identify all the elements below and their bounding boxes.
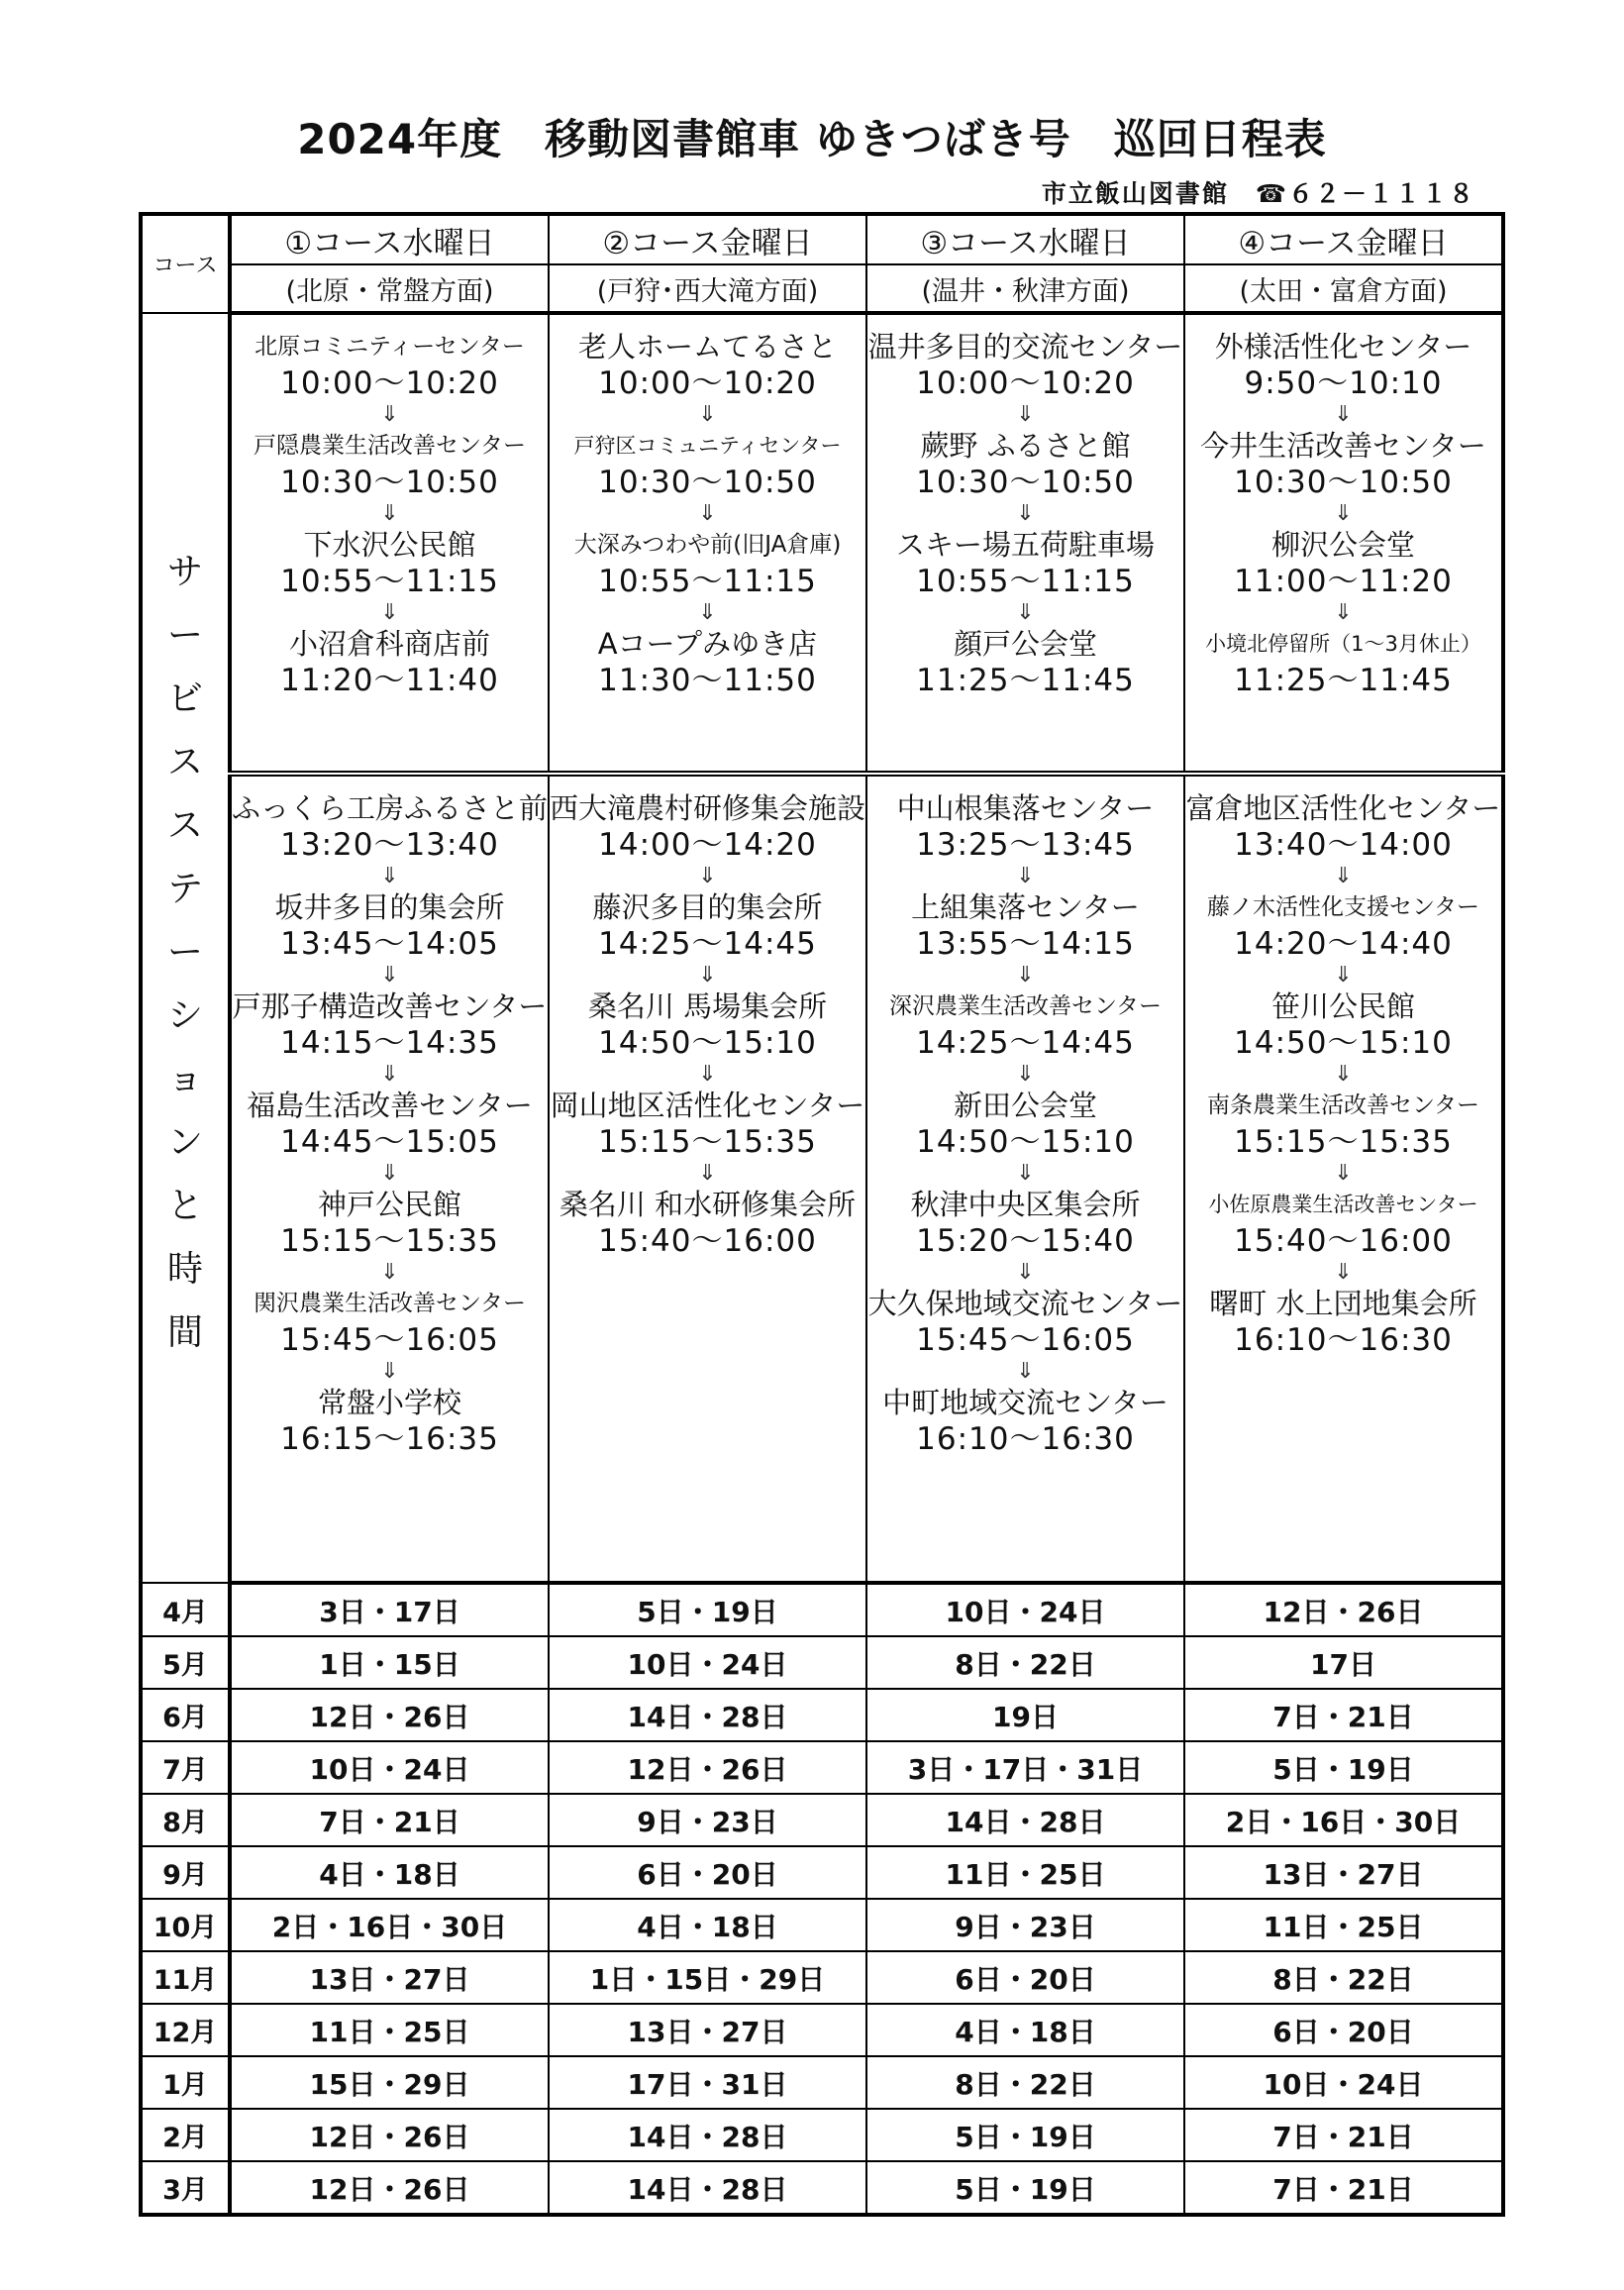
visit-dates: 4日・18日	[230, 1846, 549, 1899]
visit-dates: 12日・26日	[230, 2109, 549, 2161]
month-row	[141, 1846, 1503, 1899]
down-arrow-icon: ⇓	[1334, 600, 1353, 625]
month-label: 9月	[141, 1846, 230, 1899]
stop-time: 13:20～13:40	[280, 827, 499, 863]
stop-name: 柳沢公会堂	[1270, 528, 1415, 562]
visit-dates: 11日・25日	[866, 1846, 1184, 1899]
month-label: 4月	[141, 1583, 230, 1636]
visit-dates: 12日・26日	[549, 1741, 866, 1794]
course-name: ④コース金曜日	[1184, 214, 1503, 264]
month-row	[141, 1741, 1503, 1794]
stop-name: 西大滝農村研修集会施設	[550, 791, 866, 825]
stop-cell-course-4	[1184, 774, 1503, 1583]
down-arrow-icon: ⇓	[1334, 501, 1353, 526]
down-arrow-icon: ⇓	[1016, 600, 1035, 625]
stop-name: 深沢農業生活改善センター	[888, 993, 1163, 1019]
month-label: 2月	[141, 2109, 230, 2161]
down-arrow-icon: ⇓	[380, 1359, 399, 1384]
stop-cell-course-1	[230, 313, 549, 774]
visit-dates: 10日・24日	[866, 1583, 1184, 1636]
stop-name: 福島生活改善センター	[247, 1089, 533, 1122]
course-area-row	[141, 264, 1503, 313]
stop-cell-course-1	[230, 774, 549, 1583]
visit-dates: 12日・26日	[1184, 1583, 1503, 1636]
down-arrow-icon: ⇓	[380, 1062, 399, 1087]
down-arrow-icon: ⇓	[698, 963, 717, 988]
visit-dates: 12日・26日	[230, 2161, 549, 2215]
stop-time: 14:25～14:45	[916, 1025, 1135, 1061]
stop-time: 10:55～11:15	[598, 564, 817, 599]
stop-name: 笹川公民館	[1270, 989, 1415, 1023]
visit-dates: 14日・28日	[549, 1689, 866, 1741]
down-arrow-icon: ⇓	[380, 501, 399, 526]
visit-dates: 13日・27日	[549, 2004, 866, 2056]
stop-time: 11:25～11:45	[916, 663, 1135, 698]
visit-dates: 10日・24日	[230, 1741, 549, 1794]
schedule-table	[139, 212, 1505, 2217]
down-arrow-icon: ⇓	[1016, 1161, 1035, 1186]
visit-dates: 11日・25日	[1184, 1899, 1503, 1951]
stop-time: 13:55～14:15	[916, 926, 1135, 962]
down-arrow-icon: ⇓	[380, 600, 399, 625]
month-label: 5月	[141, 1636, 230, 1689]
stop-name: 曙町 水上団地集会所	[1209, 1287, 1477, 1320]
course-name: ③コース水曜日	[866, 214, 1184, 264]
stop-name: 中山根集落センター	[896, 791, 1155, 825]
stop-name: スキー場五荷駐車場	[895, 528, 1155, 562]
visit-dates: 5日・19日	[1184, 1741, 1503, 1794]
stop-time: 10:30～10:50	[280, 465, 499, 500]
stop-time: 10:55～11:15	[280, 564, 499, 599]
stop-time: 13:25～13:45	[916, 827, 1135, 863]
month-row	[141, 1583, 1503, 1636]
month-row	[141, 1689, 1503, 1741]
stop-name: 岡山地区活性化センター	[550, 1089, 865, 1122]
stop-time: 16:15～16:35	[280, 1421, 499, 1457]
stop-time: 14:20～14:40	[1234, 926, 1453, 962]
stop-name: 新田公会堂	[953, 1089, 1097, 1122]
month-row	[141, 2004, 1503, 2056]
visit-dates: 13日・27日	[1184, 1846, 1503, 1899]
visit-dates: 10日・24日	[549, 1636, 866, 1689]
visit-dates: 5日・19日	[549, 1583, 866, 1636]
stop-cell-course-3	[866, 313, 1184, 774]
visit-dates: 8日・22日	[866, 2056, 1184, 2109]
visit-dates: 9日・23日	[549, 1794, 866, 1846]
stop-name: 小境北停留所（1～3月休止）	[1205, 632, 1481, 656]
month-label: 8月	[141, 1794, 230, 1846]
course-area: (北原・常盤方面)	[230, 264, 549, 313]
down-arrow-icon: ⇓	[1016, 1260, 1035, 1285]
stop-time: 14:50～15:10	[598, 1025, 817, 1061]
stop-time: 15:15～15:35	[598, 1124, 817, 1160]
visit-dates: 3日・17日	[230, 1583, 549, 1636]
stop-time: 14:50～15:10	[916, 1124, 1135, 1160]
visit-dates: 7日・21日	[1184, 1689, 1503, 1741]
month-label: 11月	[141, 1951, 230, 2004]
stop-list	[232, 777, 548, 1458]
visit-dates: 13日・27日	[230, 1951, 549, 2004]
down-arrow-icon: ⇓	[1016, 963, 1035, 988]
stop-time: 15:20～15:40	[916, 1223, 1135, 1259]
stop-time: 10:30～10:50	[1234, 465, 1453, 500]
month-row	[141, 2161, 1503, 2215]
stop-list	[867, 315, 1183, 699]
visit-dates: 6日・20日	[866, 1951, 1184, 2004]
down-arrow-icon: ⇓	[380, 402, 399, 427]
stop-time: 16:10～16:30	[1234, 1322, 1453, 1358]
visit-dates: 7日・21日	[230, 1794, 549, 1846]
visit-dates: 7日・21日	[1184, 2161, 1503, 2215]
month-row	[141, 1899, 1503, 1951]
stop-name: 桑名川 和水研修集会所	[558, 1188, 857, 1221]
down-arrow-icon: ⇓	[1334, 402, 1353, 427]
down-arrow-icon: ⇓	[1334, 1260, 1353, 1285]
stop-list	[1185, 777, 1501, 1359]
visit-dates: 5日・19日	[866, 2109, 1184, 2161]
month-row	[141, 1794, 1503, 1846]
month-label: 1月	[141, 2056, 230, 2109]
month-row	[141, 1636, 1503, 1689]
visit-dates: 6日・20日	[1184, 2004, 1503, 2056]
stop-cell-course-4	[1184, 313, 1503, 774]
visit-dates: 1日・15日・29日	[549, 1951, 866, 2004]
stop-name: 関沢農業生活改善センター	[253, 1291, 527, 1316]
stop-name: 北原コミニティーセンター	[254, 334, 525, 360]
stop-time: 15:45～16:05	[916, 1322, 1135, 1358]
stop-list	[1185, 315, 1501, 699]
stop-name: 大深みつわや前(旧JA倉庫)	[573, 532, 842, 558]
stop-time: 13:45～14:05	[280, 926, 499, 962]
down-arrow-icon: ⇓	[380, 1260, 399, 1285]
stop-name: 小沼倉科商店前	[288, 627, 490, 661]
stop-time: 11:20～11:40	[280, 663, 499, 698]
stop-time: 11:00～11:20	[1234, 564, 1453, 599]
visit-dates: 8日・22日	[1184, 1951, 1503, 2004]
page-title: 2024年度 移動図書館車 ゆきつばき号 巡回日程表	[297, 115, 1327, 163]
visit-dates: 10日・24日	[1184, 2056, 1503, 2109]
visit-dates: 15日・29日	[230, 2056, 549, 2109]
down-arrow-icon: ⇓	[1016, 402, 1035, 427]
stop-list	[867, 777, 1183, 1458]
visit-dates: 1日・15日	[230, 1636, 549, 1689]
stop-name: 戸那子構造改善センター	[232, 989, 548, 1023]
down-arrow-icon: ⇓	[380, 864, 399, 888]
stop-time: 15:15～15:35	[280, 1223, 499, 1259]
month-row	[141, 1951, 1503, 2004]
stop-name: 常盤小学校	[317, 1386, 461, 1419]
down-arrow-icon: ⇓	[1016, 1359, 1035, 1384]
stop-time: 10:30～10:50	[598, 465, 817, 500]
stop-name: 今井生活改善センター	[1200, 429, 1486, 463]
down-arrow-icon: ⇓	[1016, 1062, 1035, 1087]
stop-name: Aコープみゆき店	[597, 627, 818, 661]
month-row	[141, 2109, 1503, 2161]
stop-time: 14:00～14:20	[598, 827, 817, 863]
visit-dates: 6日・20日	[549, 1846, 866, 1899]
down-arrow-icon: ⇓	[1334, 864, 1353, 888]
stop-name: 神戸公民館	[317, 1188, 461, 1221]
down-arrow-icon: ⇓	[1016, 501, 1035, 526]
stop-name: 小佐原農業生活改善センター	[1208, 1193, 1478, 1216]
month-label: 7月	[141, 1741, 230, 1794]
visit-dates: 2日・16日・30日	[230, 1899, 549, 1951]
stop-name: 大久保地域交流センター	[867, 1287, 1183, 1320]
stop-time: 10:00～10:20	[598, 365, 817, 401]
service-station-label	[141, 313, 230, 1583]
stop-time: 15:15～15:35	[1234, 1124, 1453, 1160]
stop-cell-course-2	[549, 313, 866, 774]
down-arrow-icon: ⇓	[698, 600, 717, 625]
stop-time: 14:15～14:35	[280, 1025, 499, 1061]
stop-name: 外様活性化センター	[1214, 330, 1472, 364]
stop-name: 藤沢多目的集会所	[592, 890, 823, 924]
visit-dates: 7日・21日	[1184, 2109, 1503, 2161]
down-arrow-icon: ⇓	[698, 402, 717, 427]
month-label: 3月	[141, 2161, 230, 2215]
visit-dates: 14日・28日	[549, 2161, 866, 2215]
stop-time: 14:45～15:05	[280, 1124, 499, 1160]
month-row	[141, 2056, 1503, 2109]
down-arrow-icon: ⇓	[1334, 1062, 1353, 1087]
stop-cell-course-2	[549, 774, 866, 1583]
stop-name: 藤ノ木活性化支援センター	[1206, 894, 1480, 920]
stop-time: 13:40～14:00	[1234, 827, 1453, 863]
stop-list	[550, 777, 865, 1260]
down-arrow-icon: ⇓	[380, 963, 399, 988]
stop-name: 坂井多目的集会所	[274, 890, 505, 924]
visit-dates: 2日・16日・30日	[1184, 1794, 1503, 1846]
morning-stops-row	[141, 313, 1503, 774]
down-arrow-icon: ⇓	[698, 864, 717, 888]
visit-dates: 4日・18日	[549, 1899, 866, 1951]
visit-dates: 3日・17日・31日	[866, 1741, 1184, 1794]
visit-dates: 19日	[866, 1689, 1184, 1741]
stop-time: 14:25～14:45	[598, 926, 817, 962]
stop-time: 10:30～10:50	[916, 465, 1135, 500]
course-name: ②コース金曜日	[549, 214, 866, 264]
course-header-row	[141, 214, 1503, 264]
stop-name: 顔戸公会堂	[953, 627, 1097, 661]
stop-name: ふっくら工房ふるさと前	[232, 791, 549, 825]
visit-dates: 12日・26日	[230, 1689, 549, 1741]
course-area: (温井・秋津方面)	[866, 264, 1184, 313]
stop-name: 老人ホームてるさと	[577, 330, 837, 364]
stop-name: 上組集落センター	[911, 890, 1140, 924]
stop-name: 富倉地区活性化センター	[1185, 791, 1501, 825]
month-label: 12月	[141, 2004, 230, 2056]
down-arrow-icon: ⇓	[1334, 1161, 1353, 1186]
stop-name: 戸隠農業生活改善センター	[253, 433, 527, 459]
stop-cell-course-3	[866, 774, 1184, 1583]
stop-name: 下水沢公民館	[303, 528, 476, 562]
down-arrow-icon: ⇓	[698, 1062, 717, 1087]
stop-list	[232, 315, 548, 699]
stop-time: 14:50～15:10	[1234, 1025, 1453, 1061]
visit-dates: 14日・28日	[866, 1794, 1184, 1846]
stop-name: 蕨野 ふるさと館	[920, 429, 1131, 463]
down-arrow-icon: ⇓	[380, 1161, 399, 1186]
course-area: (太田・富倉方面)	[1184, 264, 1503, 313]
stop-time: 15:45～16:05	[280, 1322, 499, 1358]
down-arrow-icon: ⇓	[1016, 864, 1035, 888]
stop-time: 9:50～10:10	[1244, 365, 1443, 401]
visit-dates: 8日・22日	[866, 1636, 1184, 1689]
service-station-label-text: サービスステーションと時間	[166, 551, 203, 1353]
stop-name: 桑名川 馬場集会所	[587, 989, 828, 1023]
course-area: (戸狩･西大滝方面)	[549, 264, 866, 313]
stop-list	[550, 315, 865, 699]
stop-name: 温井多目的交流センター	[867, 330, 1183, 364]
visit-dates: 17日	[1184, 1636, 1503, 1689]
visit-dates: 17日・31日	[549, 2056, 866, 2109]
stop-time: 10:00～10:20	[916, 365, 1135, 401]
visit-dates: 4日・18日	[866, 2004, 1184, 2056]
stop-name: 中町地域交流センター	[882, 1386, 1168, 1419]
month-label: 6月	[141, 1689, 230, 1741]
stop-name: 南条農業生活改善センター	[1206, 1093, 1480, 1118]
stop-time: 10:55～11:15	[916, 564, 1135, 599]
stop-time: 11:30～11:50	[598, 663, 817, 698]
afternoon-stops-row	[141, 774, 1503, 1583]
stop-time: 10:00～10:20	[280, 365, 499, 401]
stop-name: 戸狩区コミュニティセンター	[573, 434, 842, 458]
visit-dates: 11日・25日	[230, 2004, 549, 2056]
stop-time: 11:25～11:45	[1234, 663, 1453, 698]
course-label-cell: コース	[141, 214, 230, 313]
month-label: 10月	[141, 1899, 230, 1951]
visit-dates: 14日・28日	[549, 2109, 866, 2161]
down-arrow-icon: ⇓	[698, 501, 717, 526]
down-arrow-icon: ⇓	[698, 1161, 717, 1186]
stop-name: 秋津中央区集会所	[910, 1188, 1141, 1221]
visit-dates: 9日・23日	[866, 1899, 1184, 1951]
visit-dates: 5日・19日	[866, 2161, 1184, 2215]
library-contact: 市立飯山図書館 ☎６２－１１１８	[1041, 179, 1475, 208]
down-arrow-icon: ⇓	[1334, 963, 1353, 988]
stop-time: 15:40～16:00	[1234, 1223, 1453, 1259]
stop-time: 15:40～16:00	[598, 1223, 817, 1259]
stop-time: 16:10～16:30	[916, 1421, 1135, 1457]
course-name: ①コース水曜日	[230, 214, 549, 264]
